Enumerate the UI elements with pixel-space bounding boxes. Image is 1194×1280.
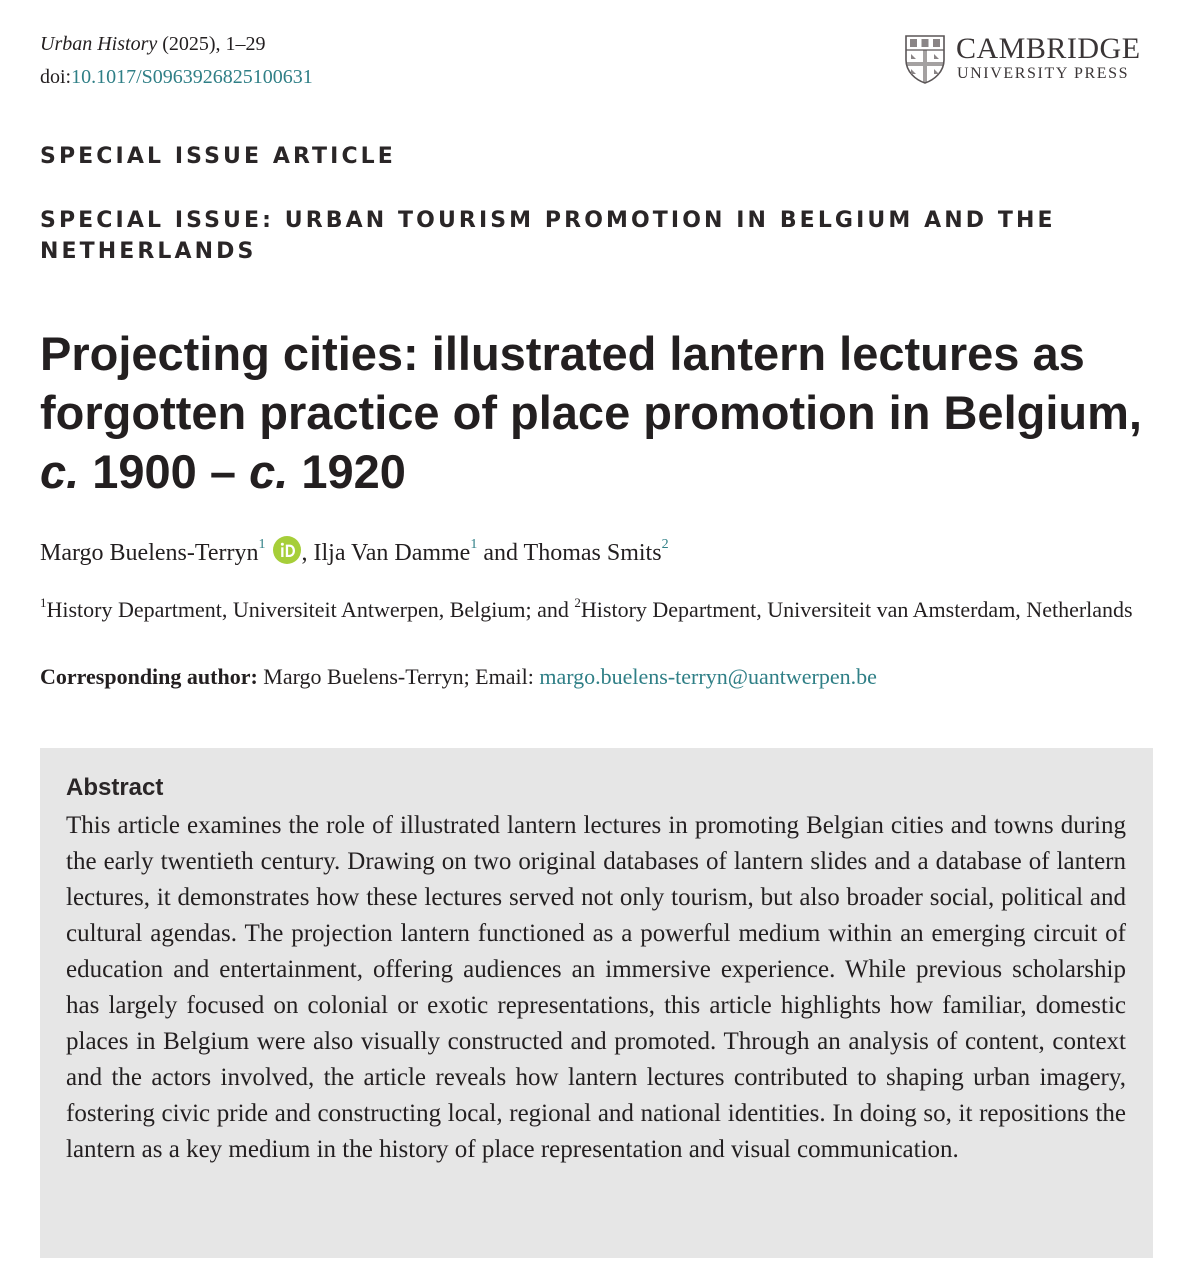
doi-line [40,63,313,91]
author-list [40,536,669,570]
article-title [40,324,1170,501]
corresponding-label: Corresponding author: [40,664,258,689]
orcid-icon[interactable] [273,536,301,564]
affiliation-sup: 1 [40,595,47,610]
author-affiliation-sup: 1 [470,537,478,552]
author-separator: , [301,540,314,566]
journal-info: (2025), 1–29 [157,33,266,55]
journal-citation [40,30,266,58]
publisher-logo [904,34,1154,86]
corresponding-author [40,661,877,692]
email-link[interactable]: margo.buelens-terryn@uantwerpen.be [539,664,877,689]
corresponding-text: Margo Buelens-Terryn; Email: [257,664,540,689]
title-circa-1: c. [40,445,80,498]
title-year-2: 1920 [288,445,406,498]
journal-name: Urban History [40,33,158,55]
cambridge-shield-icon [904,34,946,84]
author-affiliation-sup: 2 [661,537,669,552]
article-type: SPECIAL ISSUE ARTICLE [40,144,396,169]
publisher-name: CAMBRIDGE [956,32,1141,65]
abstract-heading: Abstract [66,774,164,801]
affiliation-text: History Department, Universiteit van Amsterdam, Netherlands [580,597,1133,622]
author-conjunction: and [477,540,524,566]
title-circa-2: c. [249,445,289,498]
doi-prefix: doi: [40,66,72,88]
title-year-1: 1900 – [79,445,250,498]
affiliation-sup: 2 [574,595,581,610]
author-affiliation-sup: 1 [258,537,266,552]
abstract-body: This article examines the role of illustrated lantern lectures in promoting Belgian cities and towns during the early twentieth century. Drawing on two original databases of lantern slides and a database of lantern lectures, it demonstrates how these lectures served not only tourism, but also broader social, political and cultural agendas. The projection lantern functioned as a powerful medium within an emerging circuit of education and entertainment, offering audiences an immersive experience. While previous scholarship has largely focused on colonial or exotic representations, this article highlights how familiar, domestic places in Belgium were also visually constructed and promoted. Through an analysis of content, context and the actors involved, the article reveals how lantern lectures contributed to shaping urban imagery, fostering civic pride and constructing local, regional and national identities. In doing so, it repositions the lantern as a key medium in the history of place representation and visual communication. [66,812,1126,1163]
special-issue-label: SPECIAL ISSUE: URBAN TOURISM PROMOTION IN BELGIUM AND THE NETHERLANDS [40,208,1056,264]
publisher-subtitle: UNIVERSITY PRESS [957,65,1130,82]
author-name[interactable]: Margo Buelens-Terryn [40,540,259,566]
doi-link[interactable]: 10.1017/S0963926825100631 [71,66,313,88]
author-name[interactable]: Thomas Smits [523,540,662,566]
title-main: Projecting cities: illustrated lantern lectures as forgotten practice of place promotion in Belgium, [40,327,1142,439]
author-name[interactable]: Ilja Van Damme [313,540,471,566]
affiliations [40,594,1152,625]
affiliation-text: History Department, Universiteit Antwerpen, Belgium; and [46,597,575,622]
abstract-box [40,748,1153,1258]
